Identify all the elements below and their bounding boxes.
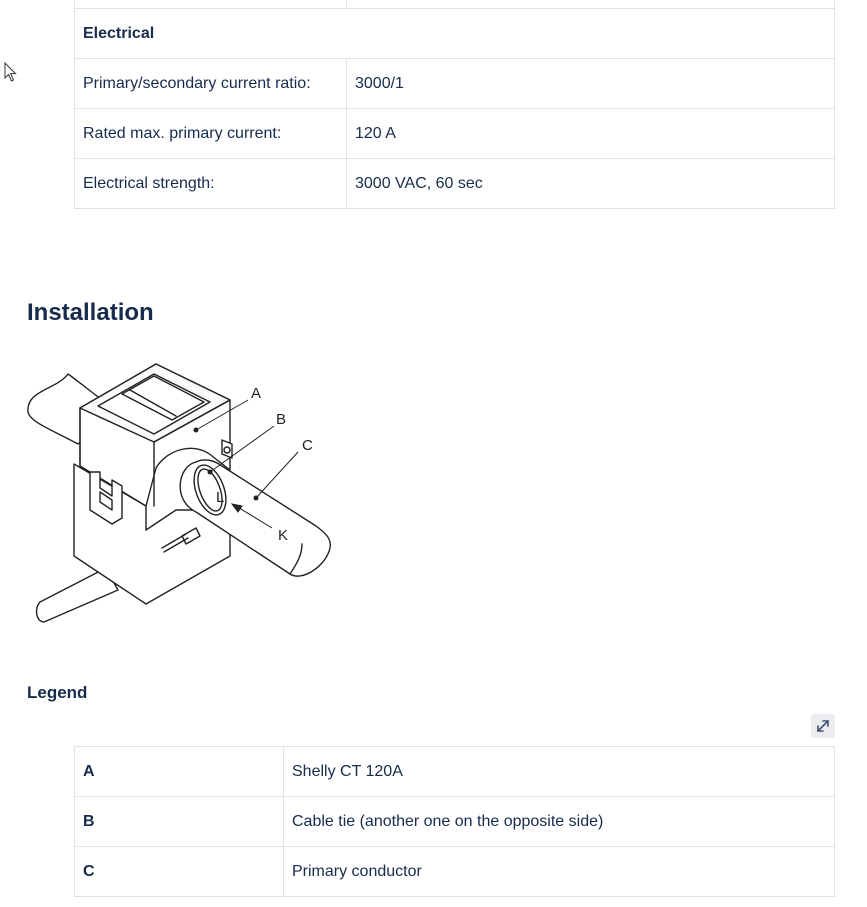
table-row [75, 109, 835, 159]
table-row [75, 0, 835, 9]
installation-heading: Installation [27, 299, 154, 326]
spec-value: 3000 VAC, 60 sec [347, 159, 835, 209]
legend-description: Cable tie (another one on the opposite side) [284, 797, 835, 847]
diagram-label-b: B [276, 411, 287, 428]
diagram-label-k: K [278, 527, 289, 544]
table-row [75, 59, 835, 109]
diagram-label-a: A [251, 385, 262, 402]
legend-description: Primary conductor [284, 847, 835, 897]
spec-label: Electrical strength: [75, 159, 347, 209]
electrical-specs-table [74, 0, 835, 209]
spec-value: 120 A [347, 109, 835, 159]
table-row [75, 797, 835, 847]
legend-heading: Legend [27, 683, 88, 702]
spec-label: Primary/secondary current ratio: [75, 59, 347, 109]
section-header-electrical: Electrical [75, 9, 835, 59]
spec-value: 3000/1 [347, 59, 835, 109]
table-row [75, 747, 835, 797]
table-section-row [75, 9, 835, 59]
expand-table-button[interactable] [811, 714, 835, 738]
table-row [75, 159, 835, 209]
legend-description: Shelly CT 120A [284, 747, 835, 797]
table-row [75, 847, 835, 897]
diagram-label-l: L [216, 489, 225, 506]
legend-key: B [75, 797, 284, 847]
mouse-cursor-icon [4, 62, 18, 82]
legend-key: C [75, 847, 284, 897]
expand-icon [816, 719, 830, 733]
legend-table [74, 746, 835, 897]
legend-key: A [75, 747, 284, 797]
installation-diagram [26, 360, 338, 628]
diagram-label-c: C [302, 437, 313, 454]
spec-label: Rated max. primary current: [75, 109, 347, 159]
